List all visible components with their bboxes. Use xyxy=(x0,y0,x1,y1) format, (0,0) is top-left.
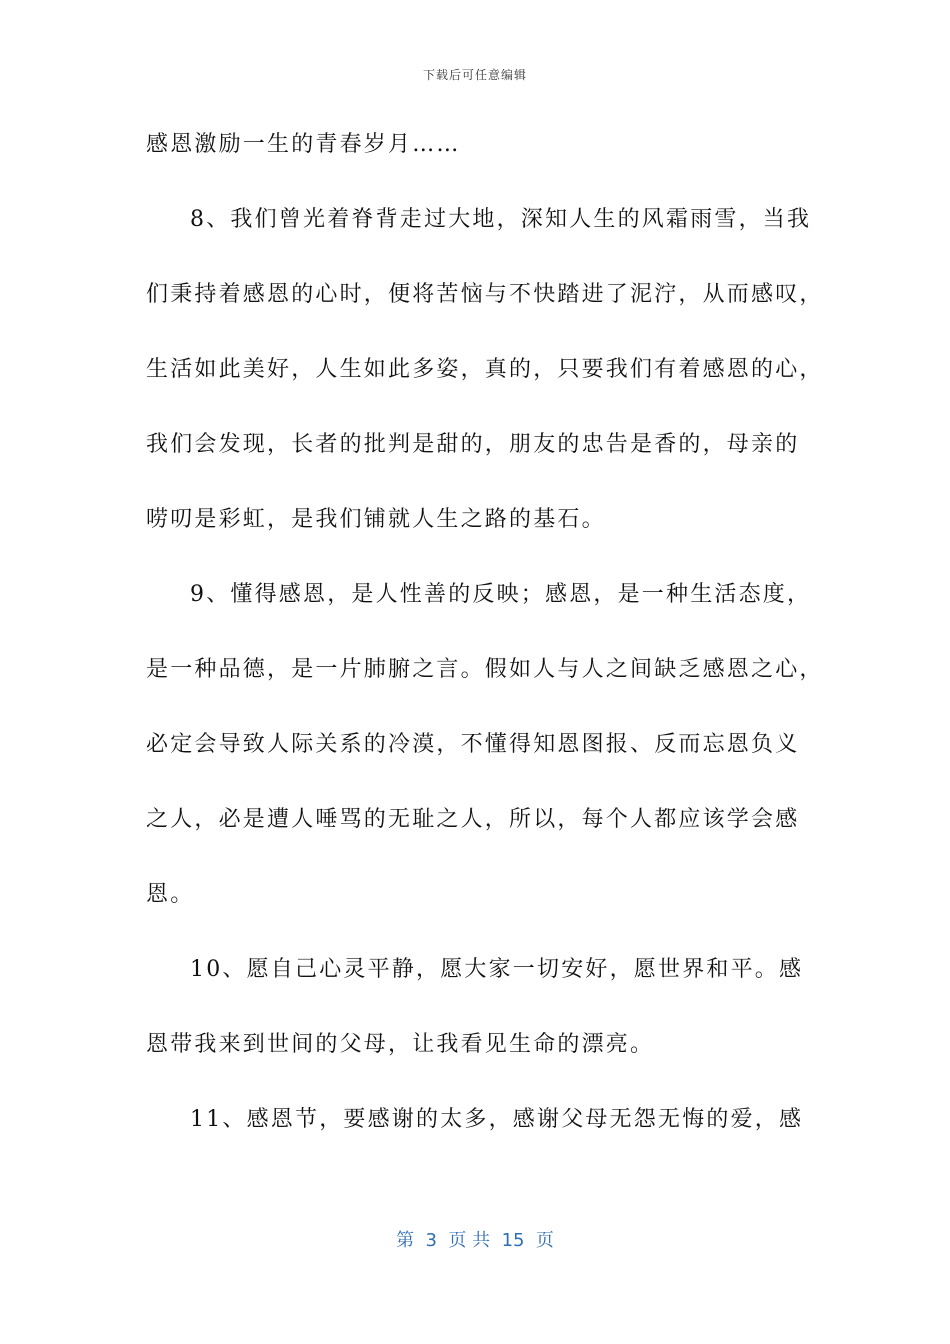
text-line: 们秉持着感恩的心时，便将苦恼与不快踏进了泥泞，从而感叹， xyxy=(146,282,824,307)
text-line: 恩带我来到世间的父母，让我看见生命的漂亮。 xyxy=(146,1032,655,1057)
page-number-footer: 第 3 页 共 15 页 xyxy=(396,1230,554,1251)
paragraph-start-10: 10、愿自己心灵平静，愿大家一切安好，愿世界和平。感 xyxy=(190,957,804,982)
text-line: 唠叨是彩虹，是我们铺就人生之路的基石。 xyxy=(146,507,606,532)
paragraph-start-8: 8、我们曾光着脊背走过大地，深知人生的风霜雨雪，当我 xyxy=(190,207,812,232)
paragraph-start-9: 9、懂得感恩，是人性善的反映；感恩，是一种生活态度， xyxy=(190,582,812,607)
page-header-note: 下载后可任意编辑 xyxy=(422,68,527,82)
paragraph-start-11: 11、感恩节，要感谢的太多，感谢父母无怨无悔的爱，感 xyxy=(190,1107,804,1132)
text-line: 我们会发现，长者的批判是甜的，朋友的忠告是香的，母亲的 xyxy=(146,432,800,457)
text-line: 必定会导致人际关系的冷漠，不懂得知恩图报、反而忘恩负义 xyxy=(146,732,800,757)
text-line: 感恩激励一生的青春岁月…… xyxy=(146,132,461,157)
body-text xyxy=(146,126,824,1176)
text-line: 恩。 xyxy=(146,882,195,907)
text-line: 之人，必是遭人唾骂的无耻之人，所以，每个人都应该学会感 xyxy=(146,807,800,832)
text-line: 生活如此美好，人生如此多姿，真的，只要我们有着感恩的心， xyxy=(146,357,824,382)
text-line: 是一种品德，是一片肺腑之言。假如人与人之间缺乏感恩之心， xyxy=(146,657,824,682)
